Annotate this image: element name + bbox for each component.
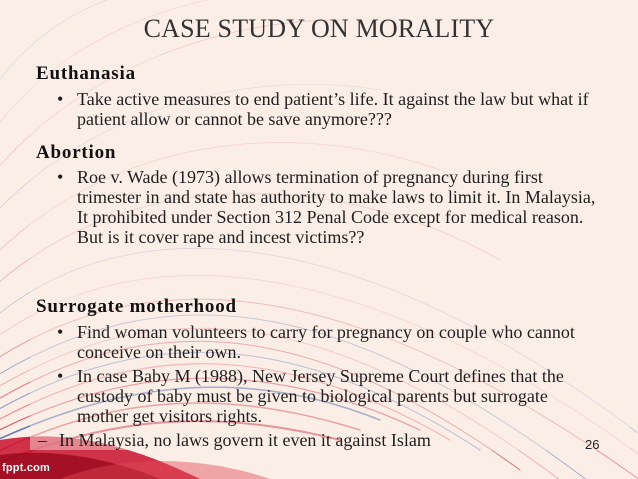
bullet-abortion-1 xyxy=(57,167,602,247)
bullet-euthanasia-1 xyxy=(57,89,602,129)
bullet-marker: • xyxy=(57,366,64,386)
bullet-text: In case Baby M (1988), New Jersey Supreme Court defines that the custody of baby must be given to biological parents but surrogate mother get visitors rights. xyxy=(77,366,564,426)
bullet-text: Take active measures to end patient’s life. It against the law but what if patient allow or cannot be save anymore??? xyxy=(77,89,589,129)
bullet-marker: • xyxy=(57,322,64,342)
sub-bullet-surrogate-malaysia xyxy=(38,430,558,450)
bullet-surrogate-2 xyxy=(57,366,602,426)
bullet-marker: • xyxy=(57,89,64,109)
page-number: 26 xyxy=(585,437,600,452)
bullet-text: In Malaysia, no laws govern it even it against Islam xyxy=(59,430,431,450)
dash-marker: – xyxy=(38,430,47,450)
bullet-text: Find woman volunteers to carry for pregnancy on couple who cannot conceive on their own. xyxy=(77,322,575,362)
section-heading-abortion: Abortion xyxy=(36,142,117,163)
slide-title: CASE STUDY ON MORALITY xyxy=(143,14,495,43)
bullet-surrogate-1 xyxy=(57,322,602,362)
bullet-text: Roe v. Wade (1973) allows termination of pregnancy during first trimester in and state has authority to make laws to limit it. In Malaysia, It prohibited under Section 312 Penal Code except for medical reason. But is it cover rape and incest victims?? xyxy=(77,167,596,247)
bullet-marker: • xyxy=(57,167,64,187)
fppt-logo: fppt.com xyxy=(2,462,51,474)
section-heading-surrogate-motherhood: Surrogate motherhood xyxy=(36,296,237,317)
section-heading-euthanasia: Euthanasia xyxy=(36,63,136,84)
